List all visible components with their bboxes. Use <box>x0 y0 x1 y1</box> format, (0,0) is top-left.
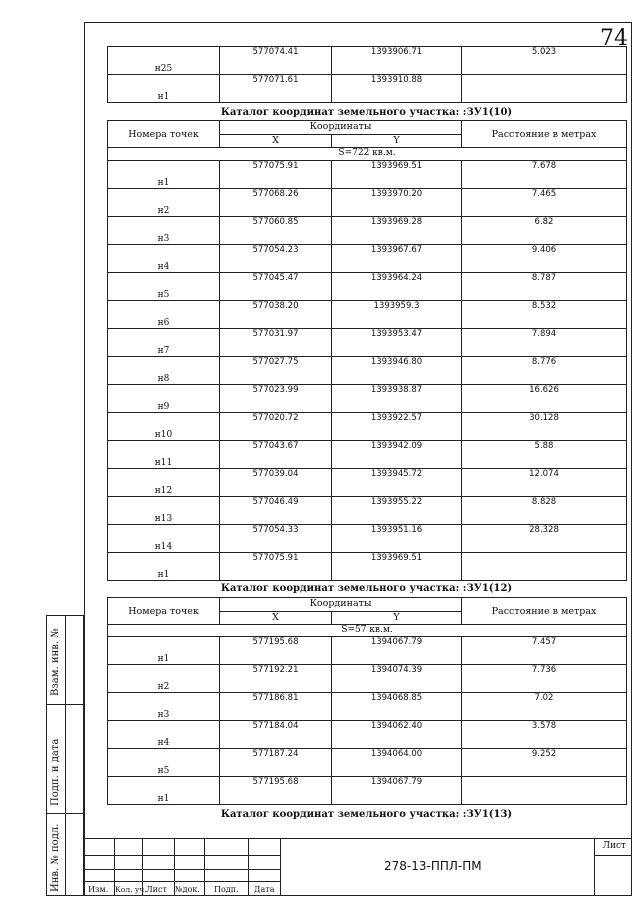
table-row <box>108 385 627 413</box>
catalog-title-12: Каталог координат земельного участка: :ЗУ1(12) <box>220 583 513 594</box>
y-coord-cell: 1393946.80 <box>332 357 462 385</box>
y-coord-cell: 1394064.00 <box>332 749 462 777</box>
table-row <box>108 217 627 245</box>
table-row <box>108 553 627 581</box>
point-name-cell: н14 <box>108 525 220 553</box>
x-coord-cell: 577186.81 <box>220 693 332 721</box>
side-label-vzam: Взам. инв. № <box>50 628 61 696</box>
point-name-cell: н25 <box>108 47 220 75</box>
stamp-divider <box>204 839 205 896</box>
point-name-cell: н1 <box>108 637 220 665</box>
distance-cell: 6.82 <box>462 217 627 245</box>
table-row <box>108 75 627 103</box>
table-row <box>108 47 627 75</box>
table-row <box>108 329 627 357</box>
header-y: Y <box>332 135 462 148</box>
x-coord-cell: 577038.20 <box>220 301 332 329</box>
point-name-cell: н10 <box>108 413 220 441</box>
x-coord-cell: 577020.72 <box>220 413 332 441</box>
distance-cell: 5.88 <box>462 441 627 469</box>
point-name-cell: н3 <box>108 693 220 721</box>
point-name-cell: н1 <box>108 75 220 103</box>
x-coord-cell: 577027.75 <box>220 357 332 385</box>
table-row <box>108 161 627 189</box>
x-coord-cell: 577023.99 <box>220 385 332 413</box>
stamp-label-list: Лист <box>146 885 167 894</box>
header-x: X <box>220 135 332 148</box>
y-coord-cell: 1393955.22 <box>332 497 462 525</box>
point-name-cell: н1 <box>108 161 220 189</box>
table-row <box>108 273 627 301</box>
point-name-cell: н9 <box>108 385 220 413</box>
side-approval-column <box>46 615 84 896</box>
x-coord-cell: 577195.68 <box>220 637 332 665</box>
x-coord-cell: 577045.47 <box>220 273 332 301</box>
x-coord-cell: 577184.04 <box>220 721 332 749</box>
table-row <box>108 357 627 385</box>
header-points: Номера точек <box>108 598 220 625</box>
distance-cell: 16.626 <box>462 385 627 413</box>
y-coord-cell: 1393906.71 <box>332 47 462 75</box>
distance-cell: 7.736 <box>462 665 627 693</box>
x-coord-cell: 577192.21 <box>220 665 332 693</box>
header-dist: Расстояние в метрах <box>462 598 627 625</box>
stamp-label-ndok: №док. <box>175 885 200 894</box>
table-row <box>108 749 627 777</box>
catalog-title-13: Каталог координат земельного участка: :ЗУ1(13) <box>220 809 513 820</box>
y-coord-cell: 1393969.51 <box>332 161 462 189</box>
table-row <box>108 245 627 273</box>
point-name-cell: н11 <box>108 441 220 469</box>
x-coord-cell: 577054.23 <box>220 245 332 273</box>
point-name-cell: н2 <box>108 189 220 217</box>
y-coord-cell: 1393938.87 <box>332 385 462 413</box>
x-coord-cell: 577075.91 <box>220 553 332 581</box>
header-coords: Координаты <box>220 121 462 135</box>
point-name-cell: н13 <box>108 497 220 525</box>
side-label-inv: Инв. № подл. <box>50 823 61 892</box>
distance-cell: 8.787 <box>462 273 627 301</box>
distance-cell: 7.457 <box>462 637 627 665</box>
distance-cell: 9.406 <box>462 245 627 273</box>
stamp-label-podp: Подп. <box>214 885 239 894</box>
table-row <box>108 777 627 805</box>
point-name-cell: н4 <box>108 245 220 273</box>
point-name-cell: н7 <box>108 329 220 357</box>
x-coord-cell: 577068.26 <box>220 189 332 217</box>
x-coord-cell: 577046.49 <box>220 497 332 525</box>
distance-cell <box>462 75 627 103</box>
header-coords: Координаты <box>220 598 462 612</box>
catalog-table-12 <box>107 597 627 805</box>
stamp-label-data: Дата <box>254 885 275 894</box>
distance-cell: 7.894 <box>462 329 627 357</box>
continuation-table <box>107 46 627 103</box>
point-name-cell: н5 <box>108 749 220 777</box>
table-row <box>108 721 627 749</box>
point-name-cell: н1 <box>108 553 220 581</box>
y-coord-cell: 1393910.88 <box>332 75 462 103</box>
side-label-podp: Подп. и дата <box>50 738 61 806</box>
point-name-cell: н3 <box>108 217 220 245</box>
x-coord-cell: 577187.24 <box>220 749 332 777</box>
y-coord-cell: 1393964.24 <box>332 273 462 301</box>
area-label: S=57 кв.м. <box>108 625 627 637</box>
catalog-table-10 <box>107 120 627 581</box>
stamp-hline <box>84 881 280 882</box>
sheet-label: Лист <box>602 841 626 851</box>
y-coord-cell: 1393942.09 <box>332 441 462 469</box>
y-coord-cell: 1394068.85 <box>332 693 462 721</box>
page-number: 74 <box>600 26 628 51</box>
header-x: X <box>220 612 332 625</box>
distance-cell: 12.074 <box>462 469 627 497</box>
y-coord-cell: 1394074.39 <box>332 665 462 693</box>
stamp-hline <box>84 869 280 870</box>
y-coord-cell: 1394062.40 <box>332 721 462 749</box>
point-name-cell: н5 <box>108 273 220 301</box>
distance-cell: 9.252 <box>462 749 627 777</box>
distance-cell: 8.828 <box>462 497 627 525</box>
table-row <box>108 189 627 217</box>
table-row <box>108 665 627 693</box>
title-block <box>84 838 632 896</box>
y-coord-cell: 1393969.51 <box>332 553 462 581</box>
table-row <box>108 693 627 721</box>
table-row <box>108 413 627 441</box>
header-y: Y <box>332 612 462 625</box>
point-name-cell: н2 <box>108 665 220 693</box>
x-coord-cell: 577075.91 <box>220 161 332 189</box>
stamp-label-kol: Кол. уч. <box>115 885 147 894</box>
distance-cell: 7.678 <box>462 161 627 189</box>
stamp-divider <box>280 839 281 896</box>
stamp-hline <box>84 855 280 856</box>
header-points: Номера точек <box>108 121 220 148</box>
header-dist: Расстояние в метрах <box>462 121 627 148</box>
y-coord-cell: 1393922.57 <box>332 413 462 441</box>
point-name-cell: н12 <box>108 469 220 497</box>
distance-cell: 30.128 <box>462 413 627 441</box>
distance-cell: 8.776 <box>462 357 627 385</box>
side-divider <box>65 616 66 895</box>
catalog-title-10: Каталог координат земельного участка: :ЗУ1(10) <box>220 107 513 118</box>
y-coord-cell: 1393967.67 <box>332 245 462 273</box>
y-coord-cell: 1393945.72 <box>332 469 462 497</box>
table-row <box>108 469 627 497</box>
distance-cell: 7.465 <box>462 189 627 217</box>
y-coord-cell: 1393969.28 <box>332 217 462 245</box>
table-row <box>108 441 627 469</box>
x-coord-cell: 577031.97 <box>220 329 332 357</box>
x-coord-cell: 577060.85 <box>220 217 332 245</box>
table-row <box>108 525 627 553</box>
stamp-label-izm: Изм. <box>88 885 109 894</box>
table-row <box>108 637 627 665</box>
point-name-cell: н1 <box>108 777 220 805</box>
table-row <box>108 497 627 525</box>
distance-cell: 5.023 <box>462 47 627 75</box>
x-coord-cell: 577071.61 <box>220 75 332 103</box>
distance-cell: 3.578 <box>462 721 627 749</box>
y-coord-cell: 1393959.3 <box>332 301 462 329</box>
x-coord-cell: 577039.04 <box>220 469 332 497</box>
area-label: S=722 кв.м. <box>108 148 627 161</box>
y-coord-cell: 1393953.47 <box>332 329 462 357</box>
side-divider <box>47 704 83 705</box>
x-coord-cell: 577195.68 <box>220 777 332 805</box>
distance-cell: 28.328 <box>462 525 627 553</box>
stamp-divider <box>594 839 595 896</box>
y-coord-cell: 1394067.79 <box>332 777 462 805</box>
y-coord-cell: 1393970.20 <box>332 189 462 217</box>
distance-cell <box>462 553 627 581</box>
document-code: 278-13-ППЛ-ПМ <box>384 859 482 873</box>
distance-cell: 8.532 <box>462 301 627 329</box>
table-row <box>108 301 627 329</box>
point-name-cell: н8 <box>108 357 220 385</box>
y-coord-cell: 1393951.16 <box>332 525 462 553</box>
x-coord-cell: 577054.33 <box>220 525 332 553</box>
stamp-divider <box>248 839 249 896</box>
y-coord-cell: 1394067.79 <box>332 637 462 665</box>
x-coord-cell: 577043.67 <box>220 441 332 469</box>
distance-cell: 7.02 <box>462 693 627 721</box>
stamp-hline <box>594 855 632 856</box>
side-divider <box>47 813 83 814</box>
x-coord-cell: 577074.41 <box>220 47 332 75</box>
distance-cell <box>462 777 627 805</box>
point-name-cell: н4 <box>108 721 220 749</box>
point-name-cell: н6 <box>108 301 220 329</box>
